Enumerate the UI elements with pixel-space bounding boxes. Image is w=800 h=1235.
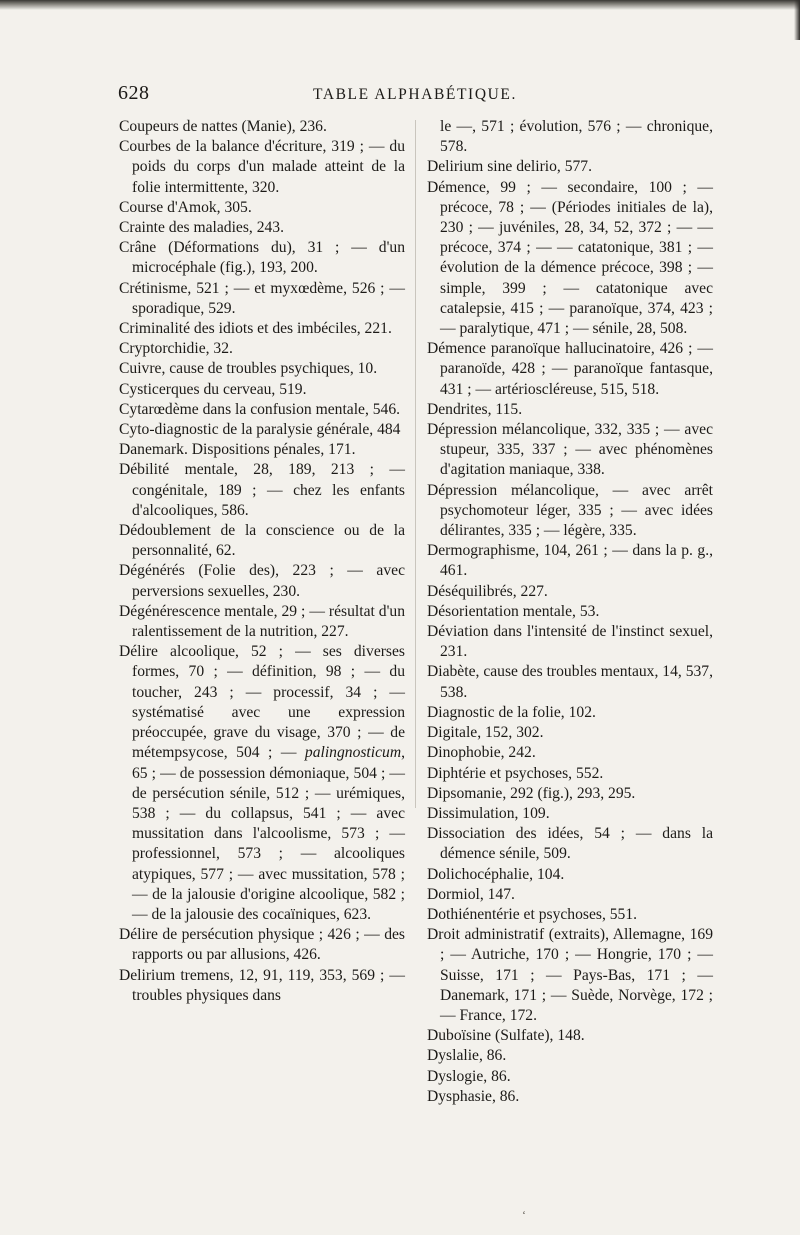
index-entry-text: Cytarœdème dans la confusion mentale, 546.	[119, 400, 401, 418]
index-entry	[427, 662, 713, 702]
index-entry	[427, 723, 713, 743]
index-entry-text: Courbes de la balance d'écriture, 319 ; — du poids du corps d'un malade atteint de la folie intermittente, 320.	[119, 138, 405, 196]
index-entry	[427, 824, 713, 864]
index-entry	[427, 178, 713, 340]
index-entry	[427, 117, 713, 157]
index-entry	[119, 440, 405, 460]
index-entry	[427, 541, 713, 581]
index-entry-text: Cysticerques du cerveau, 519.	[119, 380, 307, 398]
index-entry	[427, 743, 713, 763]
index-entry-text: Course d'Amok, 305.	[119, 198, 252, 216]
index-entry-text: Cyto-diagnostic de la paralysie générale, 484	[119, 421, 401, 439]
index-entry	[427, 420, 713, 481]
index-column-left	[119, 117, 405, 1006]
index-entry	[427, 1087, 713, 1107]
index-entry-italic: palingnosticum	[304, 744, 402, 762]
index-column-right	[427, 117, 713, 1107]
index-entry	[119, 218, 405, 238]
running-title: TABLE ALPHABÉTIQUE.	[313, 86, 517, 103]
index-entry-text: Crâne (Déformations du), 31 ; — d'un microcéphale (fig.), 193, 200.	[119, 239, 405, 277]
index-entry	[119, 925, 405, 965]
index-entry-text: Déséquilibrés, 227.	[427, 582, 548, 600]
index-entry	[119, 460, 405, 521]
index-entry	[427, 804, 713, 824]
page-top-shadow	[0, 0, 800, 10]
index-entry	[427, 582, 713, 602]
index-entry	[427, 703, 713, 723]
index-entry-text-cont: , 65 ; — de possession démoniaque, 504 ; — de persécution sénile, 512 ; — urémiques, 538 ; — du collapsus, 541 ; — avec mussitation dans l'alcoolisme, 573 ; — professionnel, 573 ; — alcooliques atypiques, 577 ; — avec mussitation, 578 ; — de la jalousie d'origine alcoolique, 582 ; — de la jalousie des cocaïniques, 623.	[132, 744, 405, 923]
index-entry	[427, 764, 713, 784]
index-entry-text: Délire de persécution physique ; 426 ; — des rapports ou par allusions, 426.	[119, 926, 405, 964]
index-entry	[119, 279, 405, 319]
index-entry-text: Dipsomanie, 292 (fig.), 293, 295.	[427, 784, 636, 802]
index-entry-text: Dermographisme, 104, 261 ; — dans la p. g., 461.	[427, 542, 713, 580]
index-entry-text: Désorientation mentale, 53.	[427, 602, 600, 620]
index-entry	[427, 1046, 713, 1066]
index-entry-text: Dépression mélancolique, 332, 335 ; — avec stupeur, 335, 337 ; — avec phénomènes d'agitation maniaque, 338.	[427, 421, 713, 479]
stray-mark: ʻ	[522, 1208, 526, 1222]
index-entry	[427, 622, 713, 662]
page-edge-shadow	[794, 0, 800, 40]
index-entry	[427, 925, 713, 1026]
index-entry-text: Criminalité des idiots et des imbéciles, 221.	[119, 320, 392, 338]
index-entry-text: Droit administratif (extraits), Allemagne, 169 ; — Autriche, 170 ; — Hongrie, 170 ; — Suisse, 171 ; — Pays-Bas, 171 ; — Danemark, 171 ; — Suède, Norvège, 172 ; — France, 172.	[427, 926, 713, 1024]
page-number: 628	[118, 82, 150, 104]
index-entry-text: Dyslogie, 86.	[427, 1067, 511, 1085]
index-entry-text: Dinophobie, 242.	[427, 744, 536, 762]
index-entry-text: Crainte des maladies, 243.	[119, 219, 284, 237]
index-entry	[119, 339, 405, 359]
index-entry	[119, 117, 405, 137]
index-entry	[119, 642, 405, 925]
index-entry	[427, 157, 713, 177]
index-entry-text: Dysphasie, 86.	[427, 1087, 520, 1105]
index-entry	[119, 380, 405, 400]
index-entry	[119, 602, 405, 642]
index-entry-text: Démence, 99 ; — secondaire, 100 ; — précoce, 78 ; — (Périodes initiales de la), 230 ; — juvéniles, 28, 34, 52, 372 ; — — précoce, 374 ; — — catatonique, 381 ; — évolution de la démence précoce, 398 ; — simple, 399 ; — catatonique avec catalepsie, 415 ; — paranoïque, 374, 423 ; — paralytique, 471 ; — sénile, 28, 508.	[427, 178, 713, 338]
index-entry-text: Danemark. Dispositions pénales, 171.	[119, 441, 356, 459]
index-entry	[427, 1026, 713, 1046]
index-entry-text: Dolichocéphalie, 104.	[427, 865, 565, 883]
index-entry-text: Débilité mentale, 28, 189, 213 ; — congénitale, 189 ; — chez les enfants d'alcooliques, 586.	[119, 461, 405, 519]
index-entry-text: Délire alcoolique, 52 ; — ses diverses formes, 70 ; — définition, 98 ; — du toucher, 243 ; — processif, 34 ; — systématisé avec une expression préoccupée, grave du visage, 370 ; — de métempsycose, 504 ; —	[119, 643, 405, 762]
index-entry	[427, 339, 713, 400]
index-entry-text: Diphtérie et psychoses, 552.	[427, 764, 604, 782]
index-entry-text: Diagnostic de la folie, 102.	[427, 703, 596, 721]
index-entry-text: Coupeurs de nattes (Manie), 236.	[119, 118, 327, 135]
index-entry-text: Démence paranoïque hallucinatoire, 426 ; — paranoïde, 428 ; — paranoïque fantasque, 431 ; — artérioscléreuse, 515, 518.	[427, 340, 713, 398]
index-entry	[427, 1067, 713, 1087]
index-entry-text: Digitale, 152, 302.	[427, 724, 544, 742]
index-entry	[119, 198, 405, 218]
index-entry	[427, 400, 713, 420]
index-entry	[119, 359, 405, 379]
index-entry-text: Cuivre, cause de troubles psychiques, 10.	[119, 360, 378, 378]
index-entry-text: Dégénérescence mentale, 29 ; — résultat d'un ralentissement de la nutrition, 227.	[119, 602, 405, 641]
index-entry-text: Dendrites, 115.	[427, 400, 523, 418]
index-entry	[427, 885, 713, 905]
index-entry-text: Duboïsine (Sulfate), 148.	[427, 1027, 585, 1045]
index-entry	[119, 561, 405, 601]
index-entry	[119, 319, 405, 339]
index-entry-text: Dormiol, 147.	[427, 885, 515, 903]
index-entry-text: Dothiénentérie et psychoses, 551.	[427, 905, 638, 923]
index-entry-text: Dyslalie, 86.	[427, 1047, 507, 1065]
index-entry	[119, 966, 405, 1006]
index-entry	[119, 521, 405, 561]
index-entry-text: Dépression mélancolique, — avec arrêt psychomoteur léger, 335 ; — avec idées délirantes, 335 ; — légère, 335.	[427, 481, 713, 540]
index-entry	[119, 238, 405, 278]
index-entry	[427, 602, 713, 622]
index-entry-text: Déviation dans l'intensité de l'instinct sexuel, 231.	[427, 623, 713, 661]
index-entry-text: Crétinisme, 521 ; — et myxœdème, 526 ; — sporadique, 529.	[119, 279, 405, 317]
index-entry	[427, 865, 713, 885]
index-entry	[119, 420, 405, 440]
index-entry-text: Delirium sine delirio, 577.	[427, 158, 593, 176]
index-entry-text: Dégénérés (Folie des), 223 ; — avec perversions sexuelles, 230.	[119, 562, 405, 600]
index-entry-text: Dissociation des idées, 54 ; — dans la démence sénile, 509.	[427, 825, 713, 863]
index-entry	[119, 400, 405, 420]
index-entry-text: Delirium tremens, 12, 91, 119, 353, 569 ; — troubles physiques dans	[119, 966, 405, 1004]
index-entry-text: Dissimulation, 109.	[427, 804, 550, 822]
index-entry	[427, 905, 713, 925]
index-entry	[427, 481, 713, 542]
index-entry-text: Diabète, cause des troubles mentaux, 14, 537, 538.	[427, 663, 713, 701]
index-entry-text: Dédoublement de la conscience ou de la personnalité, 62.	[119, 522, 405, 560]
index-entry-text: Cryptorchidie, 32.	[119, 340, 233, 358]
index-entry-text: le —, 571 ; évolution, 576 ; — chronique, 578.	[440, 118, 713, 156]
page-header	[118, 82, 698, 112]
index-entry	[119, 137, 405, 198]
index-entry	[427, 784, 713, 804]
column-divider	[415, 120, 416, 808]
